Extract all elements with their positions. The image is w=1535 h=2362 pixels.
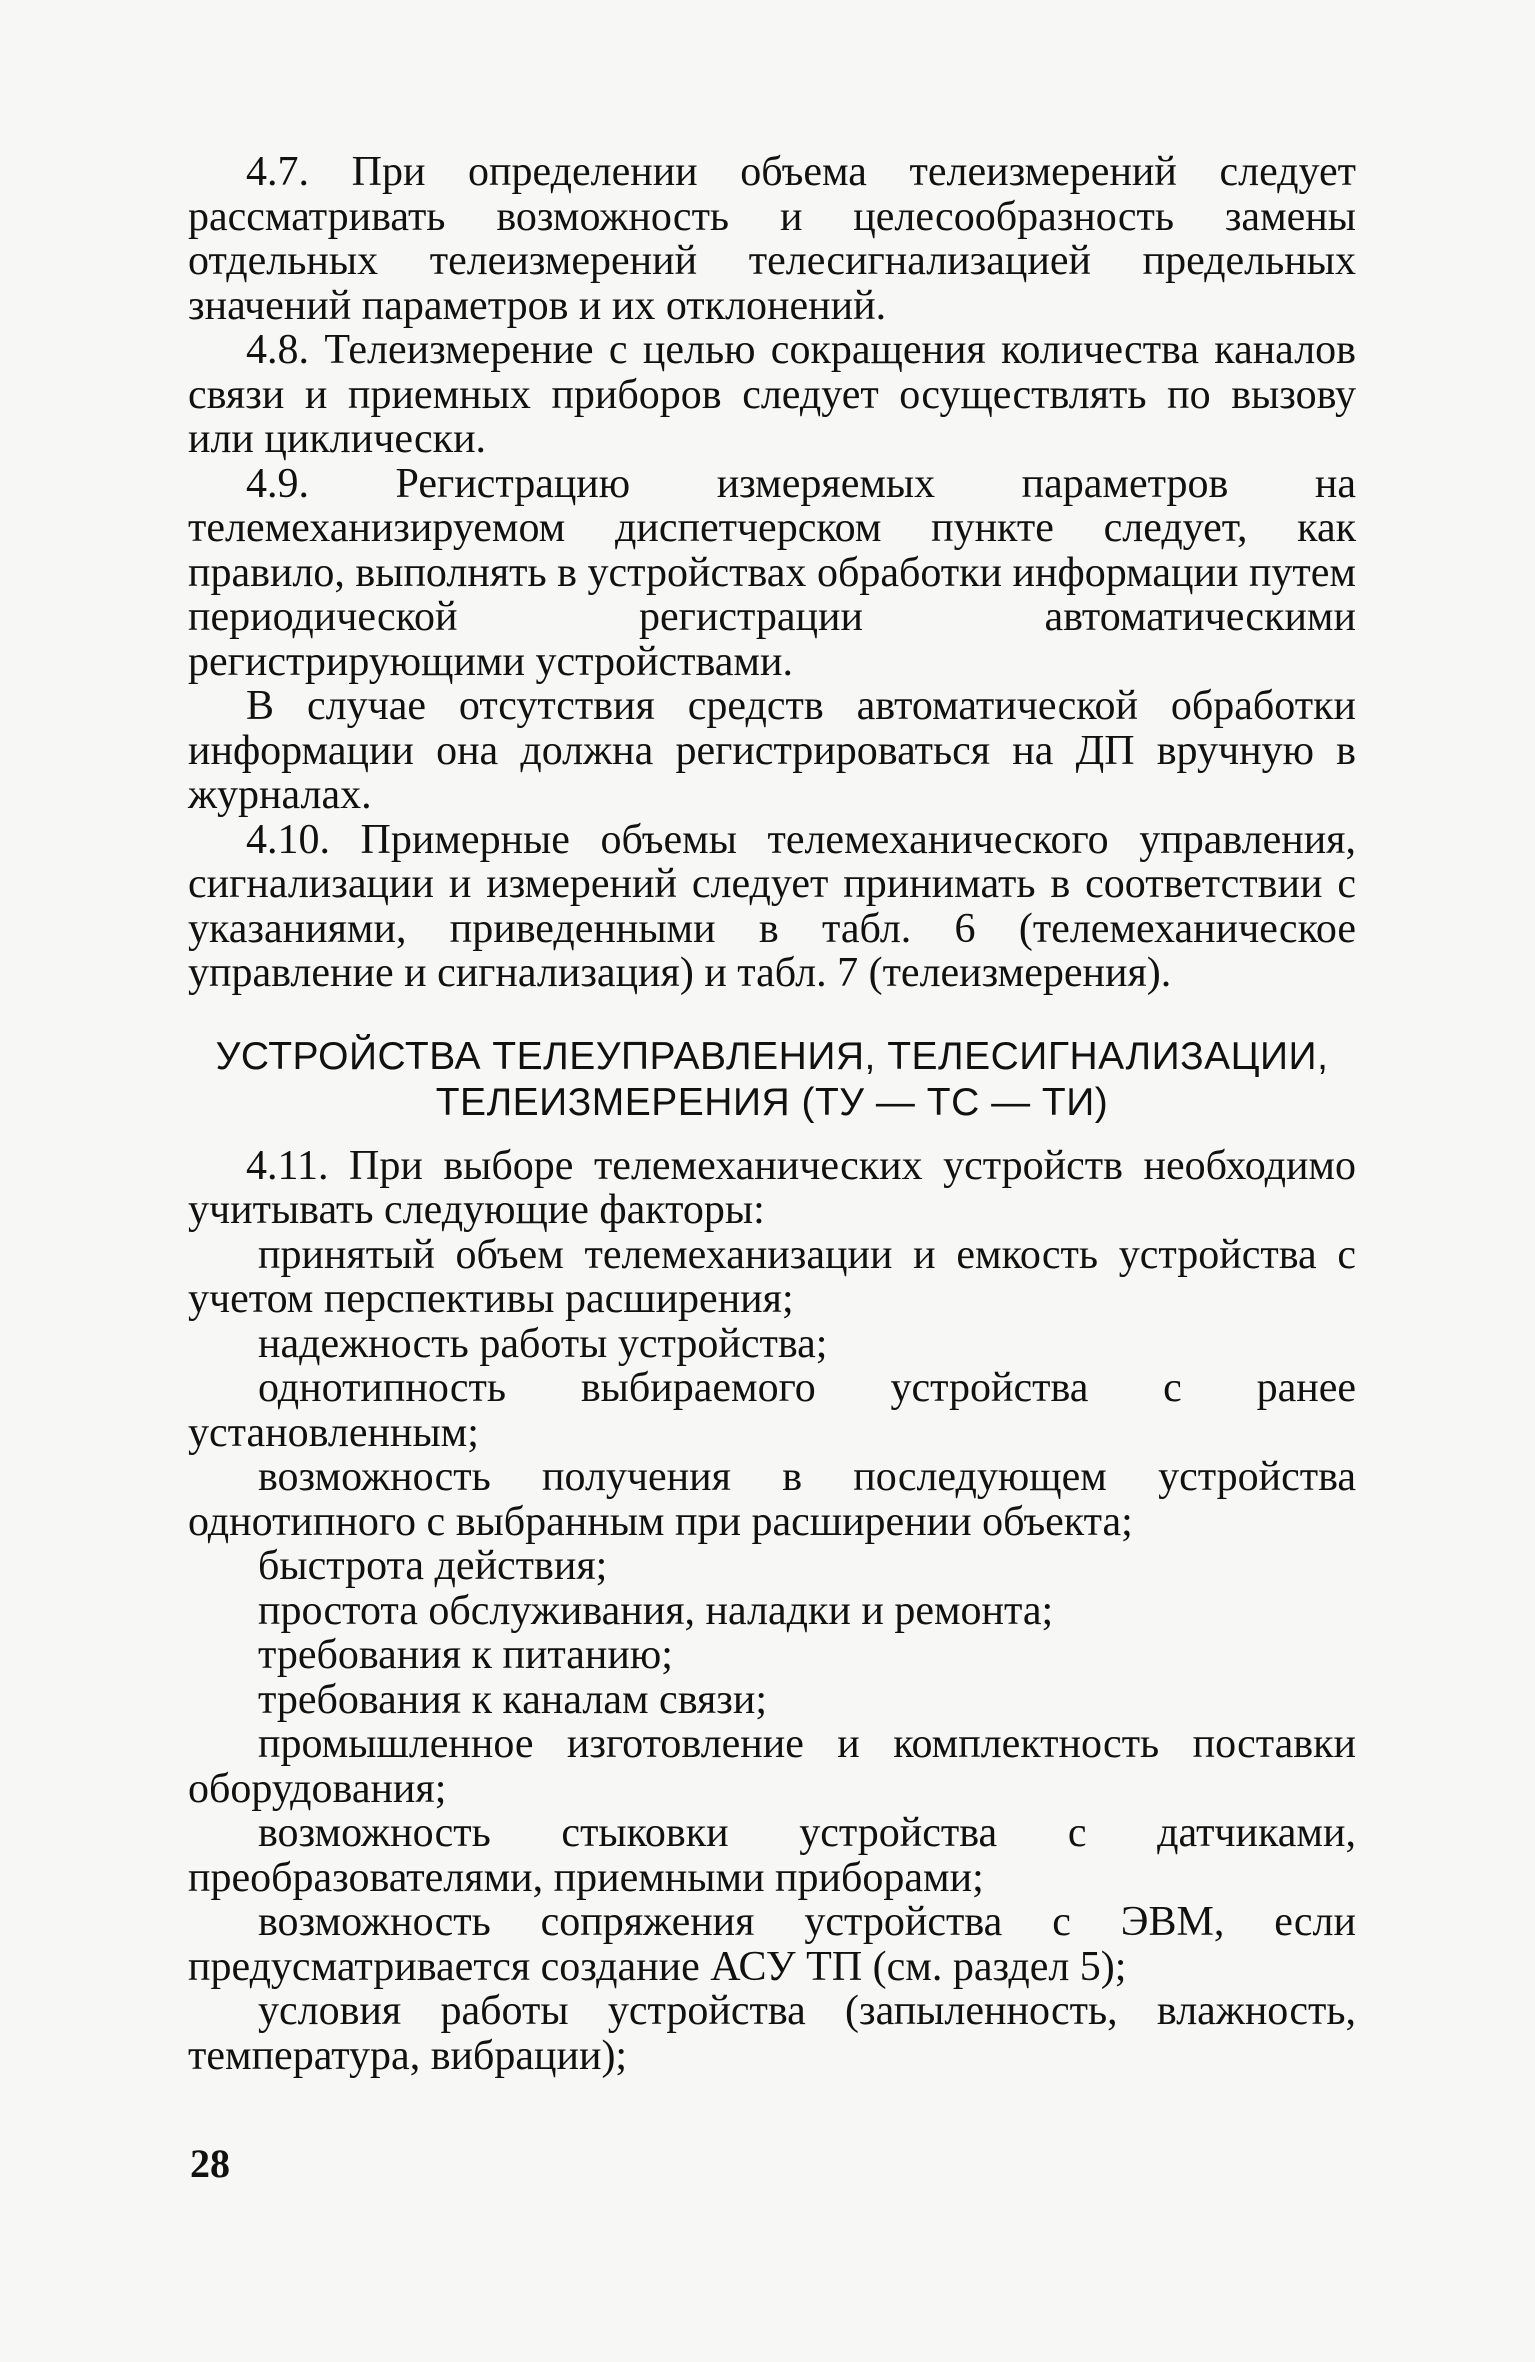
factor-item: требования к питанию; [258, 1632, 673, 1678]
section-heading-line-1: УСТРОЙСТВА ТЕЛЕУПРАВЛЕНИЯ, ТЕЛЕСИГНАЛИЗАЦИИ, [215, 1034, 1329, 1078]
factor-item: условия работы устройства (запыленность, влажность, температура, вибрации); [188, 1988, 1356, 2079]
factor-item: простота обслуживания, наладки и ремонта; [258, 1587, 1054, 1634]
factor-item: однотипность выбираемого устройства с ранее установленным; [188, 1365, 1356, 1456]
factor-item: возможность сопряжения устройства с ЭВМ, если предусматривается создание АСУ ТП (см. раздел 5); [188, 1899, 1356, 1990]
paragraph-4-9: 4.9. Регистрацию измеряемых параметров на телемеханизируемом диспетчерском пункте следует, как правило, выполнять в устройствах обработки информации путем периодической регистрации автоматическими регистрирующими устройствами. [188, 460, 1356, 685]
factor-item: промышленное изготовление и комплектность поставки оборудования; [188, 1721, 1356, 1812]
paragraph-4-8: 4.8. Телеизмерение с целью сокращения количества каналов связи и приемных приборов следует осуществлять по вызову или циклически. [188, 327, 1356, 462]
factor-item: возможность стыковки устройства с датчиками, преобразователями, приемными приборами; [188, 1810, 1356, 1901]
document-page [188, 150, 1356, 2078]
factor-item: требования к каналам связи; [258, 1676, 768, 1723]
factor-item: возможность получения в последующем устройства однотипного с выбранным при расширении объекта; [188, 1454, 1356, 1545]
paragraph-manual-registration: В случае отсутствия средств автоматической обработки информации она должна регистрироваться на ДП вручную в журналах. [188, 683, 1356, 818]
factor-item: надежность работы устройства; [258, 1320, 828, 1367]
paragraph-4-11: 4.11. При выборе телемеханических устройств необходимо учитывать следующие факторы: [188, 1142, 1356, 1233]
section-heading-line-2: ТЕЛЕИЗМЕРЕНИЯ (ТУ — ТС — ТИ) [435, 1080, 1109, 1124]
factor-item: принятый объем телемеханизации и емкость устройства с учетом перспективы расширения; [188, 1231, 1356, 1322]
page-number: 28 [190, 2141, 230, 2186]
paragraph-4-10: 4.10. Примерные объемы телемеханического управления, сигнализации и измерений следует принимать в соответствии с указаниями, приведенными в табл. 6 (телемеханическое управление и сигнализация) и табл. 7 (телеизмерения). [188, 816, 1356, 996]
section-heading [188, 1034, 1356, 1126]
factor-item: быстрота действия; [258, 1543, 608, 1589]
paragraph-4-7: 4.7. При определении объема телеизмерений следует рассматривать возможность и целесообразность замены отдельных телеизмерений телесигнализацией предельных значений параметров и их отклонений. [188, 149, 1356, 329]
